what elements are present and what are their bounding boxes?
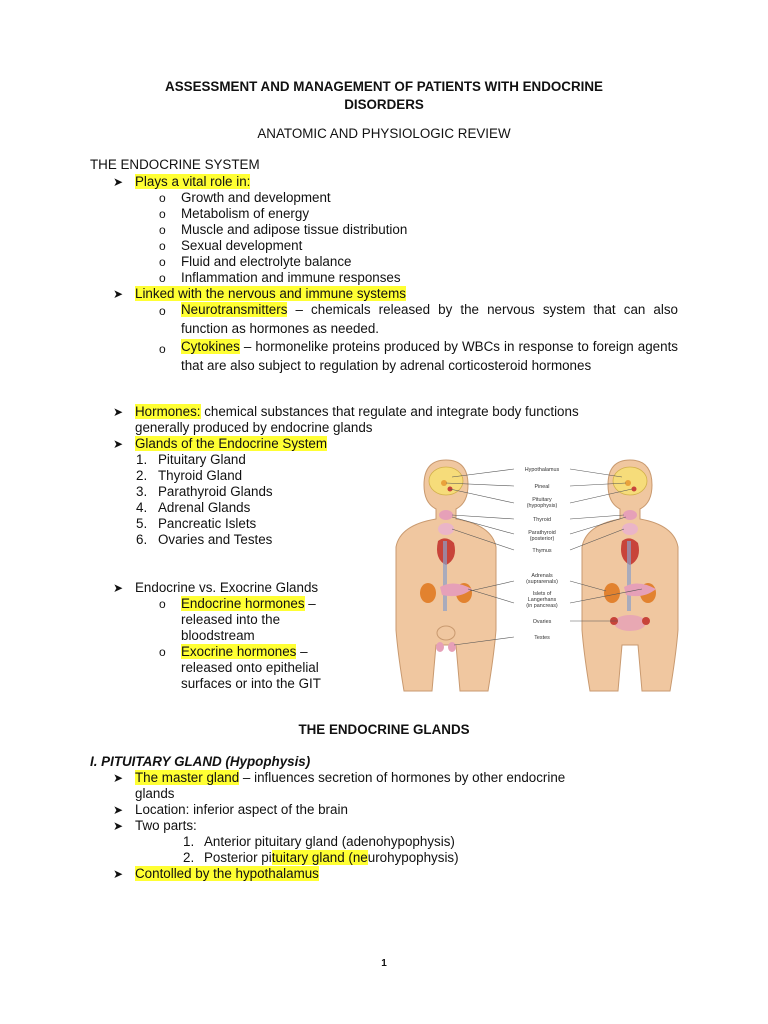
glands-heading: Glands of the Endocrine System <box>135 436 328 451</box>
endocrine-hormones-line2: released into the <box>181 612 281 627</box>
location-item: Location: inferior aspect of the brain <box>135 802 348 817</box>
list-item: Fluid and electrolyte balance <box>181 254 352 269</box>
vital-role-heading: Plays a vital role in: <box>135 174 251 189</box>
arrow-bullet-icon: ➤ <box>113 437 124 451</box>
list-item: Thyroid Gland <box>158 468 243 483</box>
arrow-bullet-icon: ➤ <box>113 771 124 785</box>
list-item: Growth and development <box>181 190 331 205</box>
neurotransmitters-definition: Neurotransmitters – chemicals released by the nervous system that can also function as hormones as needed. <box>181 302 678 336</box>
figure-label: (posterior) <box>529 536 555 542</box>
section-heading-endocrine-glands: THE ENDOCRINE GLANDS <box>298 722 470 737</box>
hormones-definition-line2: generally produced by endocrine glands <box>135 420 373 435</box>
circle-bullet-icon: o <box>159 255 166 269</box>
list-number: 1. <box>183 834 195 849</box>
circle-bullet-icon: o <box>159 239 166 253</box>
figure-label: Langerhans <box>527 597 557 603</box>
arrow-bullet-icon: ➤ <box>113 867 124 881</box>
circle-bullet-icon: o <box>159 597 166 611</box>
female-body-figure <box>582 460 678 691</box>
list-number: 2. <box>183 850 195 865</box>
arrow-bullet-icon: ➤ <box>113 405 124 419</box>
endocrine-hormones-line3: bloodstream <box>181 628 255 643</box>
list-number: 2. <box>136 468 148 483</box>
list-number: 6. <box>136 532 148 547</box>
document-title-line1: ASSESSMENT AND MANAGEMENT OF PATIENTS WITH ENDOCRINE <box>165 79 603 94</box>
list-item: Ovaries and Testes <box>158 532 273 547</box>
circle-bullet-icon: o <box>159 223 166 237</box>
controlled-item: Contolled by the hypothalamus <box>135 866 319 881</box>
pituitary-heading: I. PITUITARY GLAND (Hypophysis) <box>90 754 311 769</box>
list-item: Anterior pituitary gland (adenohypophysis) <box>204 834 455 849</box>
arrow-bullet-icon: ➤ <box>113 287 124 301</box>
figure-label: Parathyroid <box>528 530 556 536</box>
list-item: Posterior pituitary gland (neurohypophysis) <box>204 850 459 865</box>
exocrine-hormones-line2: released onto epithelial <box>181 660 319 675</box>
circle-bullet-icon: o <box>159 645 166 659</box>
list-number: 3. <box>136 484 148 499</box>
list-item: Pancreatic Islets <box>158 516 257 531</box>
endo-exo-heading: Endocrine vs. Exocrine Glands <box>135 580 319 595</box>
arrow-bullet-icon: ➤ <box>113 581 124 595</box>
list-item: Metabolism of energy <box>181 206 310 221</box>
list-number: 1. <box>136 452 148 467</box>
endocrine-hormones-line1: Endocrine hormones – <box>181 596 316 611</box>
circle-bullet-icon: o <box>159 342 166 356</box>
figure-label: Thyroid <box>533 517 551 523</box>
linked-heading: Linked with the nervous and immune systems <box>135 286 406 301</box>
list-item: Inflammation and immune responses <box>181 270 401 285</box>
cytokines-definition: Cytokines – hormonelike proteins produced by WBCs in response to foreign agents that are also subject to regulation by adrenal corticosteroid hormones <box>181 339 678 373</box>
arrow-bullet-icon: ➤ <box>113 819 124 833</box>
exocrine-hormones-line1: Exocrine hormones – <box>181 644 308 659</box>
master-gland-line2: glands <box>135 786 175 801</box>
figure-label: (suprarenals) <box>526 579 558 585</box>
figure-label: Hypothalamus <box>524 467 560 473</box>
figure-label: Pituitary <box>532 497 552 503</box>
circle-bullet-icon: o <box>159 271 166 285</box>
hormones-definition-line1: Hormones: chemical substances that regulate and integrate body functions <box>135 404 579 419</box>
list-item: Pituitary Gland <box>158 452 246 467</box>
document-title-line2: DISORDERS <box>344 97 424 112</box>
master-gland-line1: The master gland – influences secretion of hormones by other endocrine <box>135 770 566 785</box>
figure-label: Pineal <box>534 484 550 490</box>
figure-label: Testes <box>534 635 550 641</box>
figure-label: (in pancreas) <box>526 603 558 609</box>
list-item: Adrenal Glands <box>158 500 251 515</box>
circle-bullet-icon: o <box>159 207 166 221</box>
figure-label: Thymus <box>532 548 552 554</box>
list-item: Sexual development <box>181 238 303 253</box>
male-body-figure <box>396 460 496 691</box>
document-subtitle: ANATOMIC AND PHYSIOLOGIC REVIEW <box>257 126 511 141</box>
endocrine-system-figure <box>382 455 692 695</box>
list-item: Parathyroid Glands <box>158 484 273 499</box>
circle-bullet-icon: o <box>159 304 166 318</box>
arrow-bullet-icon: ➤ <box>113 175 124 189</box>
figure-label: Adrenals <box>531 573 553 579</box>
list-number: 4. <box>136 500 148 515</box>
arrow-bullet-icon: ➤ <box>113 803 124 817</box>
circle-bullet-icon: o <box>159 191 166 205</box>
list-item: Muscle and adipose tissue distribution <box>181 222 408 237</box>
section-heading-endocrine-system: THE ENDOCRINE SYSTEM <box>90 157 260 172</box>
figure-label: (hypophysis) <box>526 503 558 509</box>
exocrine-hormones-line3: surfaces or into the GIT <box>181 676 321 691</box>
list-number: 5. <box>136 516 148 531</box>
figure-label: Ovaries <box>532 619 552 625</box>
two-parts-item: Two parts: <box>135 818 197 833</box>
figure-label: Islets of <box>532 591 552 597</box>
page-number: 1 <box>381 958 387 969</box>
